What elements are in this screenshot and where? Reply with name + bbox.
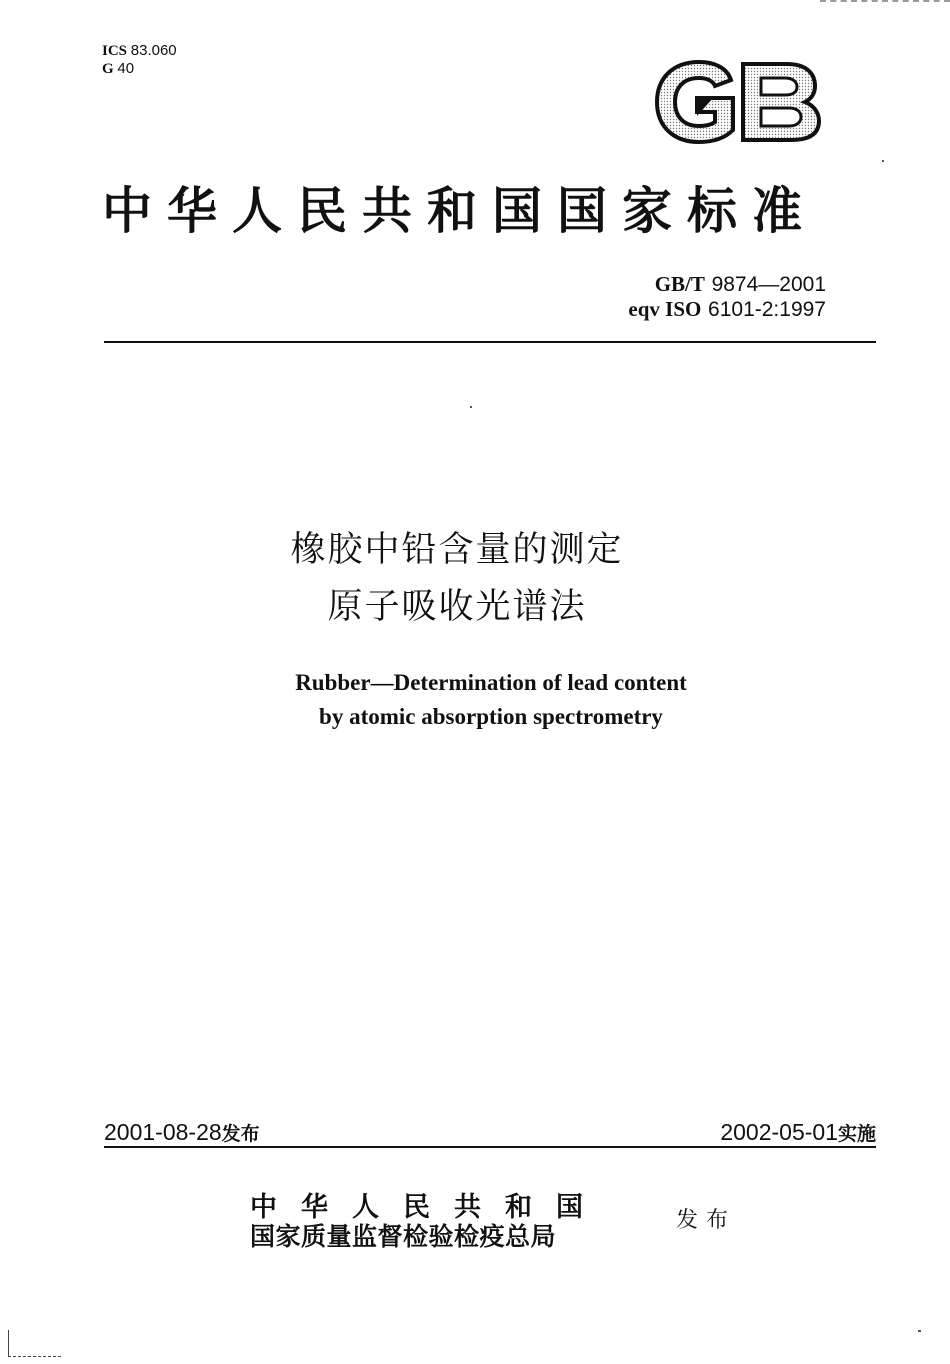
equivalence-number [628, 297, 826, 322]
header-divider [104, 341, 876, 343]
scan-speck [882, 160, 884, 162]
ccs-code-line [102, 60, 177, 78]
issuer-line-1: 中华人民共和国 [250, 1192, 607, 1223]
chinese-title-line-2: 原子吸收光谱法 [327, 587, 587, 627]
issue-date-label: 发布 [221, 1123, 260, 1145]
issue-date-value: 2001-08-28 [104, 1119, 222, 1145]
scan-artifact-line [820, 0, 950, 2]
effective-date-value: 2002-05-01 [720, 1119, 838, 1145]
standard-number-value: 9874—2001 [711, 273, 826, 296]
issue-date [104, 1118, 260, 1148]
scan-speck [470, 406, 472, 408]
ccs-label: G [102, 61, 114, 77]
ics-code-line [102, 42, 177, 60]
footer-divider [104, 1146, 876, 1148]
equivalence-prefix: eqv ISO [628, 297, 702, 321]
ics-code: 83.060 [130, 42, 177, 59]
scan-crop-mark [8, 1330, 61, 1357]
ics-label: ICS [102, 43, 128, 59]
english-title-line-2: by atomic absorption spectrometry [319, 704, 663, 729]
chinese-title-line-1: 橡胶中铅含量的测定 [290, 530, 624, 570]
gb-logo [651, 58, 823, 146]
standard-numbers [628, 272, 826, 322]
standard-number [628, 272, 826, 297]
effective-date [720, 1118, 876, 1148]
english-title-line-1: Rubber—Determination of lead content [295, 670, 687, 695]
national-standard-title: 中华人民共和国国家标准 [102, 181, 817, 240]
scan-speck [918, 1330, 921, 1332]
standard-number-prefix: GB/T [654, 272, 705, 296]
issuer-action: 发布 [676, 1208, 737, 1233]
issuer-line-2: 国家质量监督检验检疫总局 [250, 1222, 557, 1251]
effective-date-label: 实施 [837, 1123, 876, 1145]
classification-codes [102, 42, 177, 78]
ccs-code: 40 [117, 60, 135, 77]
equivalence-value: 6101-2:1997 [708, 298, 826, 321]
